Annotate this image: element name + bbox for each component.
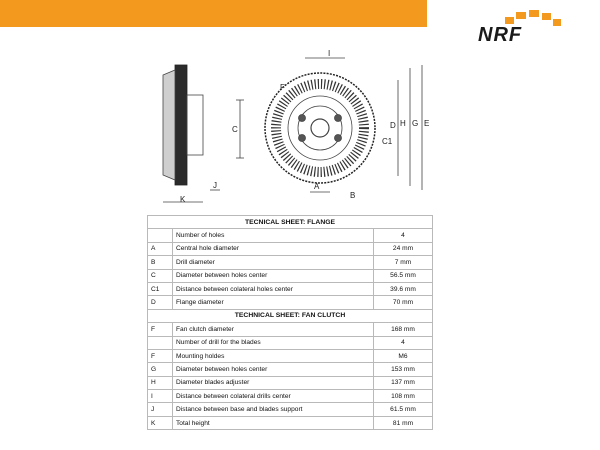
technical-sheet-table <box>147 215 433 430</box>
dim-label-c1: C1 <box>382 137 393 146</box>
table-row <box>148 363 433 376</box>
row-value: 108 mm <box>374 390 433 403</box>
table-row <box>148 349 433 362</box>
flange-sheet-title: TECNICAL SHEET: FLANGE <box>148 216 433 229</box>
dim-label-k: K <box>180 195 186 204</box>
dim-label-g: G <box>412 119 419 128</box>
table-row <box>148 336 433 349</box>
row-value: 4 <box>374 336 433 349</box>
fan-clutch-sheet-title: TECHNICAL SHEET: FAN CLUTCH <box>148 309 433 322</box>
row-value: 81 mm <box>374 416 433 429</box>
row-value: 61.5 mm <box>374 403 433 416</box>
row-code: G <box>148 363 173 376</box>
row-value: 24 mm <box>374 242 433 255</box>
row-code: C <box>148 269 173 282</box>
row-label: Central hole diameter <box>173 242 374 255</box>
row-code: H <box>148 376 173 389</box>
row-label: Diameter between holes center <box>173 269 374 282</box>
row-code: D <box>148 296 173 309</box>
row-label: Distance between colateral drills center <box>173 390 374 403</box>
row-label: Diameter blades adjuster <box>173 376 374 389</box>
row-value: 168 mm <box>374 323 433 336</box>
table-row <box>148 242 433 255</box>
row-label: Diameter between holes center <box>173 363 374 376</box>
table-row <box>148 403 433 416</box>
table-row <box>148 390 433 403</box>
table-row <box>148 323 433 336</box>
row-value: M6 <box>374 349 433 362</box>
row-value: 153 mm <box>374 363 433 376</box>
row-value: 137 mm <box>374 376 433 389</box>
row-label: Distance between colateral holes center <box>173 282 374 295</box>
row-value: 7 mm <box>374 256 433 269</box>
row-label: Flange diameter <box>173 296 374 309</box>
nrf-logo <box>476 9 568 51</box>
row-value: 39.6 mm <box>374 282 433 295</box>
dim-label-c: C <box>232 125 238 134</box>
table-row <box>148 416 433 429</box>
row-label: Total height <box>173 416 374 429</box>
row-value: 56.5 mm <box>374 269 433 282</box>
row-code <box>148 336 173 349</box>
orange-header-bar <box>0 0 427 27</box>
dim-label-h: H <box>400 119 406 128</box>
table-row <box>148 376 433 389</box>
row-code: K <box>148 416 173 429</box>
row-label: Fan clutch diameter <box>173 323 374 336</box>
row-label: Distance between base and blades support <box>173 403 374 416</box>
row-code: F <box>148 349 173 362</box>
table-row <box>148 229 433 242</box>
dim-label-e: E <box>424 119 430 128</box>
dim-label-a: A <box>314 182 320 191</box>
logo-text: NRF <box>478 24 523 46</box>
flange-title-row <box>148 216 433 229</box>
row-code: C1 <box>148 282 173 295</box>
row-value: 4 <box>374 229 433 242</box>
table-row <box>148 282 433 295</box>
table-row <box>148 269 433 282</box>
row-code: B <box>148 256 173 269</box>
fan-clutch-title-row <box>148 309 433 322</box>
fan-clutch-drawing <box>140 40 440 210</box>
row-code: F <box>148 323 173 336</box>
dim-label-f: F <box>280 83 285 92</box>
dim-label-i: I <box>328 49 331 58</box>
dim-label-j: J <box>213 181 217 190</box>
row-code: J <box>148 403 173 416</box>
dim-label-b: B <box>350 191 356 200</box>
table-row <box>148 256 433 269</box>
row-label: Mounting holdes <box>173 349 374 362</box>
row-code: I <box>148 390 173 403</box>
row-code <box>148 229 173 242</box>
row-code: A <box>148 242 173 255</box>
row-label: Number of holes <box>173 229 374 242</box>
table-row <box>148 296 433 309</box>
row-label: Drill diameter <box>173 256 374 269</box>
row-value: 70 mm <box>374 296 433 309</box>
dim-label-d: D <box>390 121 396 130</box>
row-label: Number of drill for the blades <box>173 336 374 349</box>
